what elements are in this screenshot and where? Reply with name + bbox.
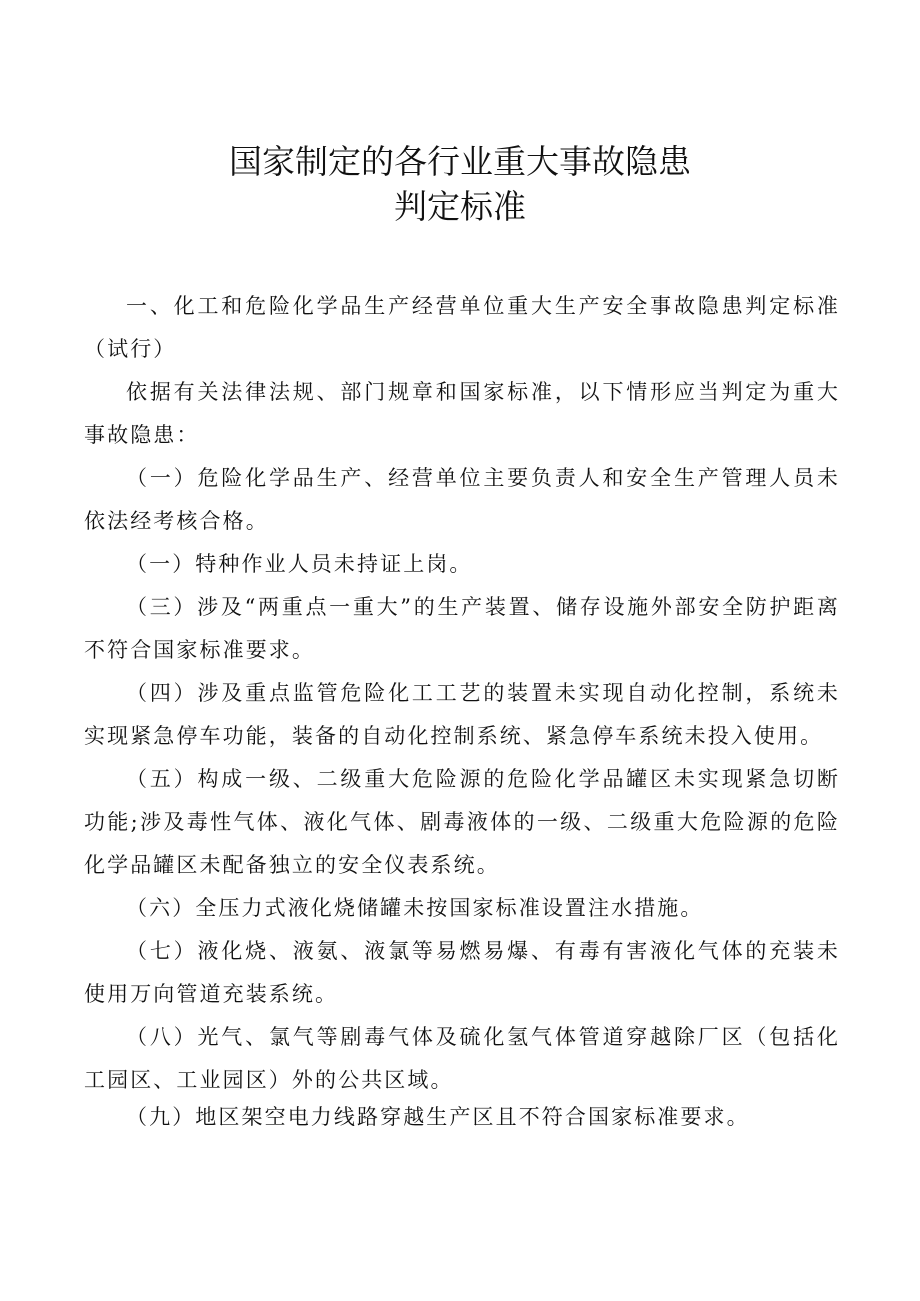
document-title-line-1: 国家制定的各行业重大事故隐患 [229,142,691,181]
criterion-paragraph: （六）全压力式液化烧储罐未按国家标准设置注水措施。 [126,896,704,920]
intro-paragraph: 依据有关法律法规、部门规章和国家标准，以下情形应当判定为重大事故隐患： [84,380,840,447]
criterion-paragraph: （三）涉及“两重点一重大”的生产装置、储存设施外部安全防护距离不符合国家标准要求。 [84,595,840,662]
document-title-line-2: 判定标准 [394,187,526,226]
criterion-paragraph: （九）地区架空电力线路穿越生产区且不符合国家标准要求。 [126,1105,750,1129]
criterion-paragraph: （七）液化烧、液氨、液氯等易燃易爆、有毒有害液化气体的充装未使用万向管道充装系统。 [84,939,840,1006]
criterion-paragraph: （四）涉及重点监管危险化工工艺的装置未实现自动化控制，系统未实现紧急停车功能，装备的自动化控制系统、紧急停车系统未投入使用。 [84,681,840,748]
criterion-paragraph: （一）危险化学品生产、经营单位主要负责人和安全生产管理人员未依法经考核合格。 [84,466,840,533]
criterion-paragraph: （五）构成一级、二级重大危险源的危险化学品罐区未实现紧急切断功能;涉及毒性气体、液化气体、剧毒液体的一级、二级重大危险源的危险化学品罐区未配备独立的安全仪表系统。 [84,767,840,877]
criterion-paragraph: （八）光气、氯气等剧毒气体及硫化氢气体管道穿越除厂区（包括化工园区、工业园区）外的公共区域。 [84,1025,840,1092]
document-body [84,285,840,1139]
criterion-paragraph: （一）特种作业人员未持证上岗。 [126,552,473,576]
section-heading: 一、化工和危险化学品生产经营单位重大生产安全事故隐患判定标准（试行） [84,294,840,361]
